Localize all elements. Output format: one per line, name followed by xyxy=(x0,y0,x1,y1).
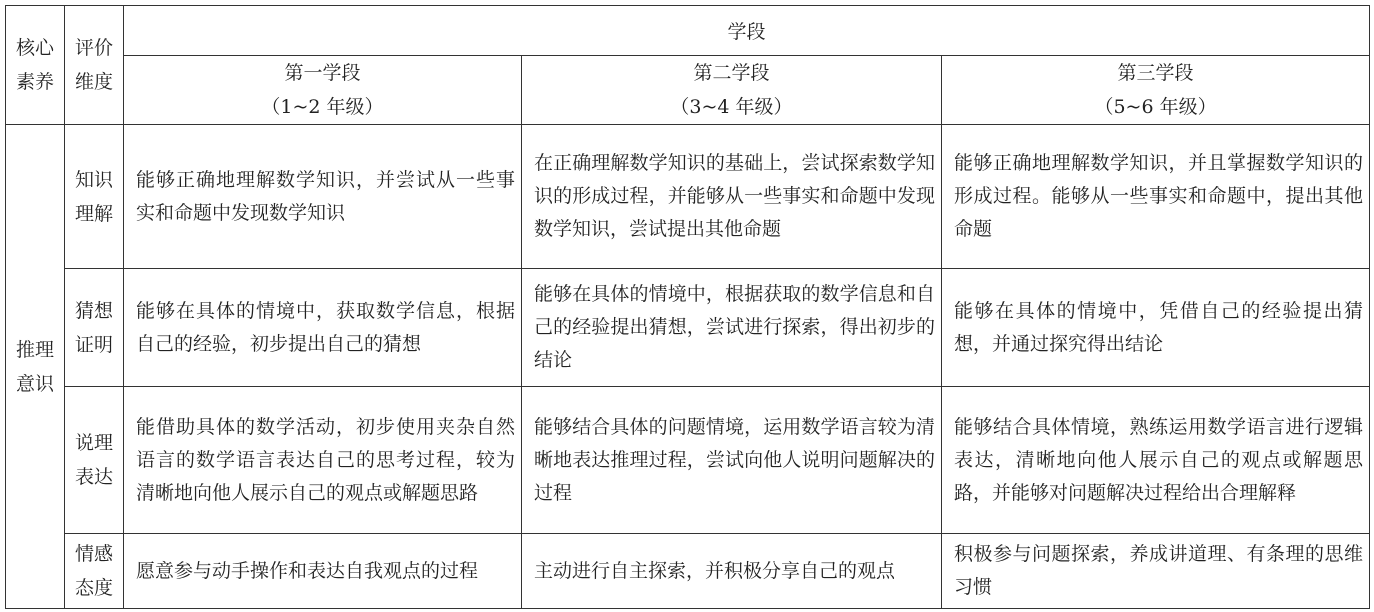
evaluation-table xyxy=(5,5,1370,609)
dimension-line-2: 表达 xyxy=(74,466,113,488)
stage-1-grade: （1~2 年级） xyxy=(261,96,384,118)
dimension-line-2: 态度 xyxy=(74,577,113,599)
cell-text: 能够在具体的情境中，凭借自己的经验提出猜想，并通过探究得出结论 xyxy=(954,299,1364,355)
header-row-stages xyxy=(6,56,1370,125)
cell-stage-2 xyxy=(522,125,942,269)
dimension-conjecture xyxy=(65,269,124,387)
cell-text: 在正确理解数学知识的基础上，尝试探索数学知识的形成过程，并能够从一些事实和命题中发现数学知识，尝试提出其他命题 xyxy=(534,152,935,240)
literacy-line-2: 意识 xyxy=(15,372,54,395)
cell-stage-2 xyxy=(522,387,942,534)
cell-text: 能够在具体的情境中，获取数学信息，根据自己的经验，初步提出自己的猜想 xyxy=(136,299,515,355)
cell-stage-1 xyxy=(124,387,522,534)
cell-text: 能够结合具体的问题情境，运用数学语言较为清晰地表达推理过程，尝试向他人说明问题解决的过程 xyxy=(534,415,935,504)
stage-2-name: 第二学段 xyxy=(693,62,770,84)
cell-stage-1 xyxy=(124,269,522,387)
table-row xyxy=(6,387,1370,534)
header-eval-dimension-line-2: 维度 xyxy=(74,71,113,93)
dimension-attitude xyxy=(65,534,124,609)
header-stage-2 xyxy=(522,56,942,125)
dimension-line-1: 说理 xyxy=(74,432,113,454)
cell-text: 愿意参与动手操作和表达自我观点的过程 xyxy=(136,559,479,582)
header-eval-dimension xyxy=(65,6,124,125)
cell-stage-2 xyxy=(522,534,942,609)
header-stage-3 xyxy=(942,56,1370,125)
table-row xyxy=(6,125,1370,269)
cell-stage-3 xyxy=(942,387,1370,534)
cell-text: 积极参与问题探索，养成讲道理、有条理的思维习惯 xyxy=(954,543,1364,598)
cell-text: 能够结合具体情境，熟练运用数学语言进行逻辑表达，清晰地向他人展示自己的观点或解题思路，并能够对问题解决过程给出合理解释 xyxy=(954,415,1364,504)
header-row-stage xyxy=(6,6,1370,56)
header-core-literacy xyxy=(6,6,65,125)
dimension-line-2: 证明 xyxy=(74,333,113,356)
cell-text: 能借助具体的数学活动，初步使用夹杂自然语言的数学语言表达自己的思考过程，较为清晰地向他人展示自己的观点或解题思路 xyxy=(136,415,515,504)
dimension-line-1: 猜想 xyxy=(74,299,113,322)
dimension-line-2: 理解 xyxy=(74,202,113,225)
stage-1-name: 第一学段 xyxy=(284,62,361,84)
dimension-expression xyxy=(65,387,124,534)
stage-2-grade: （3~4 年级） xyxy=(670,96,793,118)
table-row xyxy=(6,534,1370,609)
dimension-line-1: 情感 xyxy=(74,543,113,565)
dimension-knowledge xyxy=(65,125,124,269)
cell-text: 能够在具体的情境中，根据获取的数学信息和自己的经验提出猜想，尝试进行探索，得出初步的结论 xyxy=(534,283,935,371)
cell-stage-1 xyxy=(124,125,522,269)
stage-3-name: 第三学段 xyxy=(1117,62,1194,84)
cell-text: 能够正确地理解数学知识，并且掌握数学知识的形成过程。能够从一些事实和命题中，提出其他命题 xyxy=(954,152,1364,240)
cell-stage-1 xyxy=(124,534,522,609)
header-core-literacy-line-1: 核心 xyxy=(15,37,54,59)
cell-stage-2 xyxy=(522,269,942,387)
cell-text: 能够正确地理解数学知识，并尝试从一些事实和命题中发现数学知识 xyxy=(136,168,515,224)
literacy-line-1: 推理 xyxy=(15,338,54,361)
header-stage-1 xyxy=(124,56,522,125)
table-row xyxy=(6,269,1370,387)
cell-text: 主动进行自主探索，并积极分享自己的观点 xyxy=(534,559,896,582)
cell-stage-3 xyxy=(942,534,1370,609)
header-eval-dimension-line-1: 评价 xyxy=(74,37,113,59)
cell-stage-3 xyxy=(942,269,1370,387)
stage-3-grade: （5~6 年级） xyxy=(1094,96,1217,118)
dimension-line-1: 知识 xyxy=(74,168,113,191)
header-core-literacy-line-2: 素养 xyxy=(15,71,54,93)
header-stage: 学段 xyxy=(124,6,1370,56)
literacy-reasoning xyxy=(6,125,65,609)
cell-stage-3 xyxy=(942,125,1370,269)
